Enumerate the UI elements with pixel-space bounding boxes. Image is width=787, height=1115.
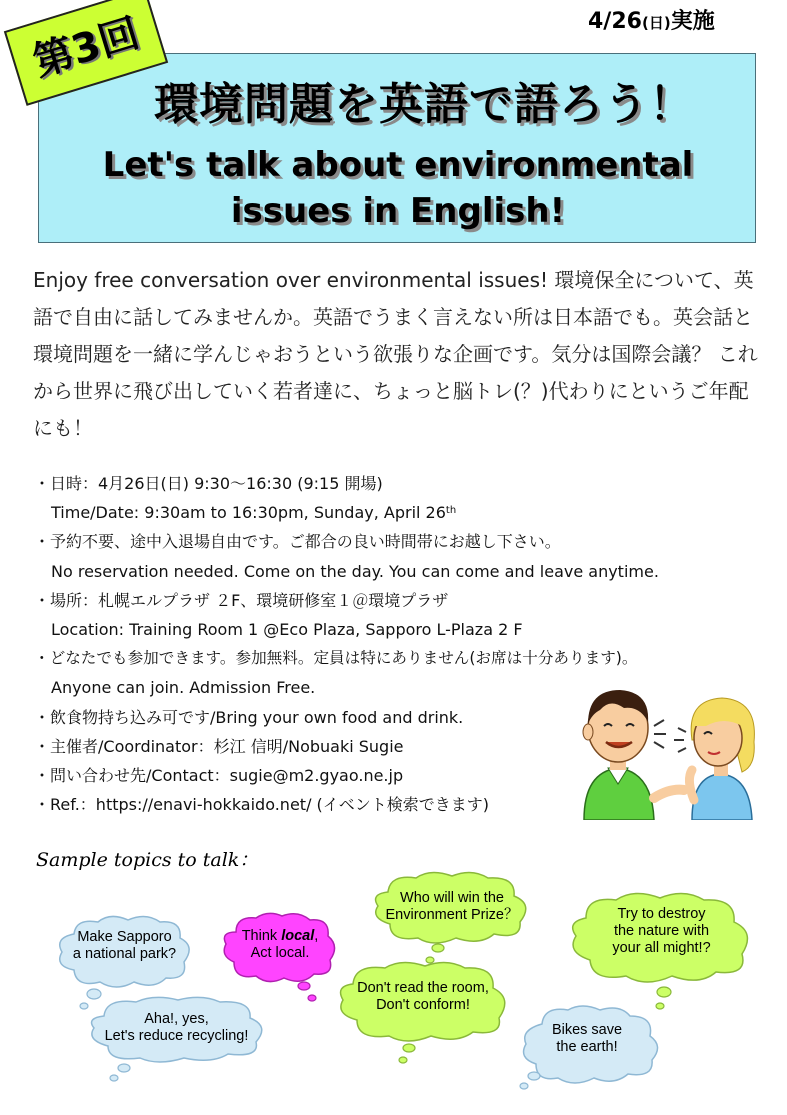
info-date-en-text: Time/Date: 9:30am to 16:30pm, Sunday, April 26	[51, 503, 446, 523]
topic-sapporo-line2: a national park?	[72, 946, 177, 962]
event-date-main: 4/26	[588, 9, 642, 34]
conversation-illustration	[574, 680, 774, 820]
intro-paragraph: Enjoy free conversation over environmental issues! 環境保全について、英語で自由に話してみませんか。英語でうまく言えない所は日本語でも。英会話と環境問題を一緒に学んじゃおうという欲張りな企画です。気分は国際会議？ これから世界に飛び出していく若者達に、ちょっと脳トレ(？)代わりにというご年配にも！	[33, 268, 758, 440]
event-date	[588, 4, 715, 35]
topic-prize-line2: Environment Prize？	[385, 907, 519, 923]
title-english	[39, 142, 757, 234]
topic-room-line2: Don't conform!	[376, 997, 470, 1013]
info-location-en: Location: Training Room 1 @Eco Plaza, Sapporo L-Plaza 2 F	[51, 620, 523, 640]
topic-cloud-destroy	[564, 888, 759, 1018]
topic-think-post: ,	[314, 928, 319, 944]
session-badge-text: 第3回	[28, 10, 145, 86]
topic-cloud-room	[333, 958, 513, 1068]
topic-prize-line1: Who will win the	[400, 890, 504, 906]
topic-think-local: local	[281, 928, 315, 944]
topic-room-line1: Don't read the room,	[357, 980, 489, 996]
topic-cloud-bikes	[512, 1002, 662, 1102]
topic-think-line2: Act local.	[250, 945, 310, 961]
info-date-en	[34, 498, 774, 527]
woman-figure-icon	[674, 698, 754, 820]
event-date-day: (日)	[641, 14, 671, 32]
info-reservation-jp: ・予約不要、途中入退場自由です。ご都合の良い時間帯にお越し下さい。	[34, 532, 561, 552]
topic-think-line1	[220, 928, 340, 945]
topic-cloud-prize	[368, 868, 536, 968]
topic-think-pre: Think	[241, 928, 282, 944]
man-figure-icon	[583, 690, 684, 820]
info-contact: ・問い合わせ先/Contact：sugie@m2.gyao.ne.jp	[34, 766, 404, 786]
info-coordinator: ・主催者/Coordinator：杉江 信明/Nobuaki Sugie	[34, 736, 404, 756]
info-food: ・飲食物持ち込み可です/Bring your own food and drink.	[34, 707, 464, 727]
topic-aha-line1: Aha!, yes,	[144, 1011, 209, 1027]
info-reservation-en: No reservation needed. Come on the day. You can come and leave anytime.	[51, 561, 659, 581]
info-reference: ・Ref.：https://enavi-hokkaido.net/ (イベント検索できます)	[34, 795, 490, 815]
title-japanese: 環境問題を英語で語ろう！	[154, 79, 694, 130]
info-anyone-jp: ・どなたでも参加できます。参加無料。定員は特にありません(お席は十分あります)。	[34, 649, 638, 668]
topic-sapporo-line1: Make Sapporo	[77, 929, 172, 945]
sample-topics-heading: Sample topics to talk：	[36, 849, 259, 871]
title-english-line2: issues in English!	[230, 191, 566, 231]
topic-destroy-line2: the nature with	[613, 923, 710, 939]
info-date-en-suffix: th	[445, 505, 457, 517]
info-date-jp: ・日時：4月26日(日) 9:30〜16:30 (9:15 開場)	[34, 474, 383, 493]
topic-destroy-line3: your all might!?	[612, 940, 711, 956]
info-location-jp: ・場所：札幌エルプラザ ２F、環境研修室１＠環境プラザ	[34, 590, 449, 610]
info-anyone-en: Anyone can join. Admission Free.	[51, 678, 316, 698]
event-date-suffix: 実施	[670, 9, 715, 34]
title-english-line1: Let's talk about environmental	[102, 145, 694, 185]
topic-cloud-recycling	[84, 994, 269, 1084]
topic-destroy-line1: Try to destroy	[617, 906, 706, 922]
title-banner	[38, 53, 756, 243]
topic-bikes-line1: Bikes save	[551, 1022, 623, 1038]
topic-aha-line2: Let's reduce recycling!	[104, 1028, 249, 1044]
topic-bikes-line2: the earth!	[556, 1039, 618, 1055]
